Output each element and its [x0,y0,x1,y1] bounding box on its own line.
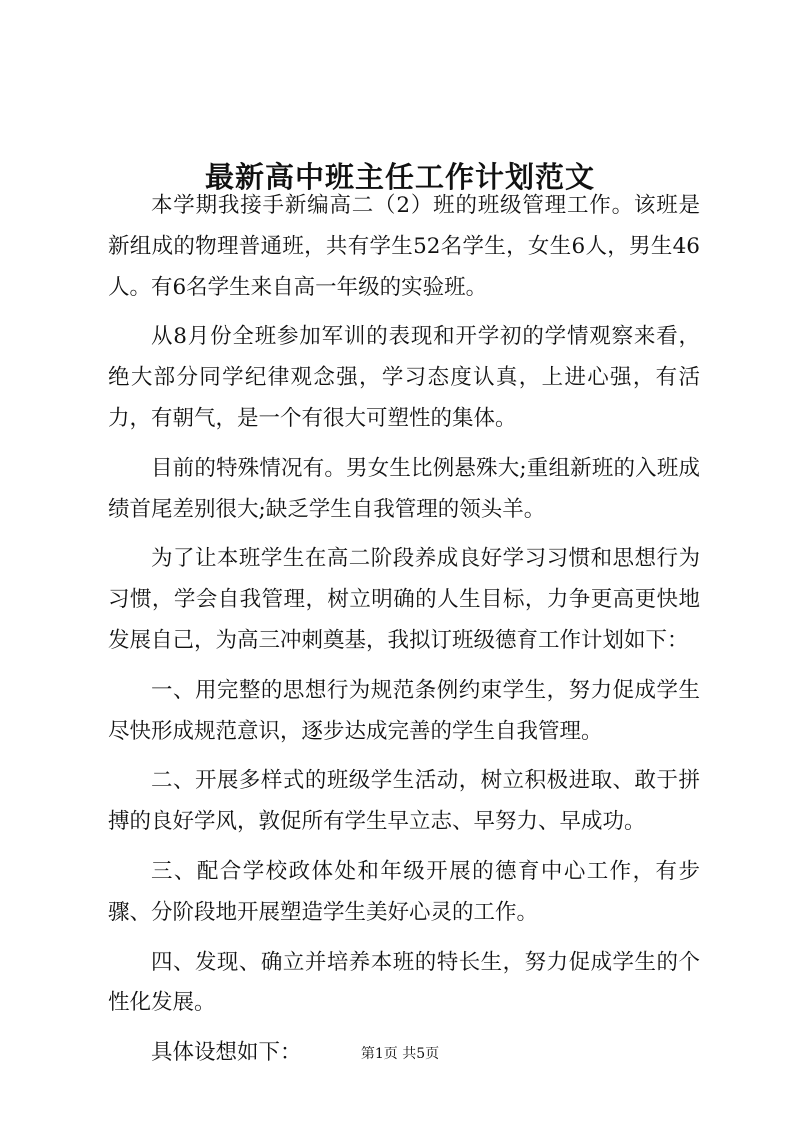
document-title: 最新高中班主任工作计划范文 [204,160,595,195]
page-number-footer: 第1页 共5页 [360,1046,440,1062]
paragraph-1: 本学期我接手新编高二（2）班的班级管理工作。该班是新组成的物理普通班，共有学生52名学生，女生6人，男生46人。有6名学生来自高一年级的实验班。 [108,193,700,300]
paragraph-4: 为了让本班学生在高二阶段养成良好学习习惯和思想行为习惯，学会自我管理，树立明确的人生目标，力争更高更快地发展自己，为高三冲刺奠基，我拟订班级德育工作计划如下： [108,546,700,653]
paragraph-8: 四、发现、确立并培养本班的特长生，努力促成学生的个性化发展。 [108,949,700,1016]
paragraph-9: 具体设想如下： [151,1040,302,1066]
paragraph-3: 目前的特殊情况有。男女生比例悬殊大;重组新班的入班成绩首尾差别很大;缺乏学生自我管理的领头羊。 [108,455,700,522]
paragraph-5: 一、用完整的思想行为规范条例约束学生，努力促成学生尽快形成规范意识，逐步达成完善的学生自我管理。 [108,677,700,744]
paragraph-7: 三、配合学校政体处和年级开展的德育中心工作，有步骤、分阶段地开展塑造学生美好心灵的工作。 [108,858,700,925]
paragraph-2: 从8月份全班参加军训的表现和开学初的学情观察来看，绝大部分同学纪律观念强，学习态度认真，上进心强，有活力，有朝气，是一个有很大可塑性的集体。 [108,324,700,431]
paragraph-6: 二、开展多样式的班级学生活动，树立积极进取、敢于拼搏的良好学风，敦促所有学生早立志、早努力、早成功。 [108,768,700,835]
document-body [108,186,700,1083]
